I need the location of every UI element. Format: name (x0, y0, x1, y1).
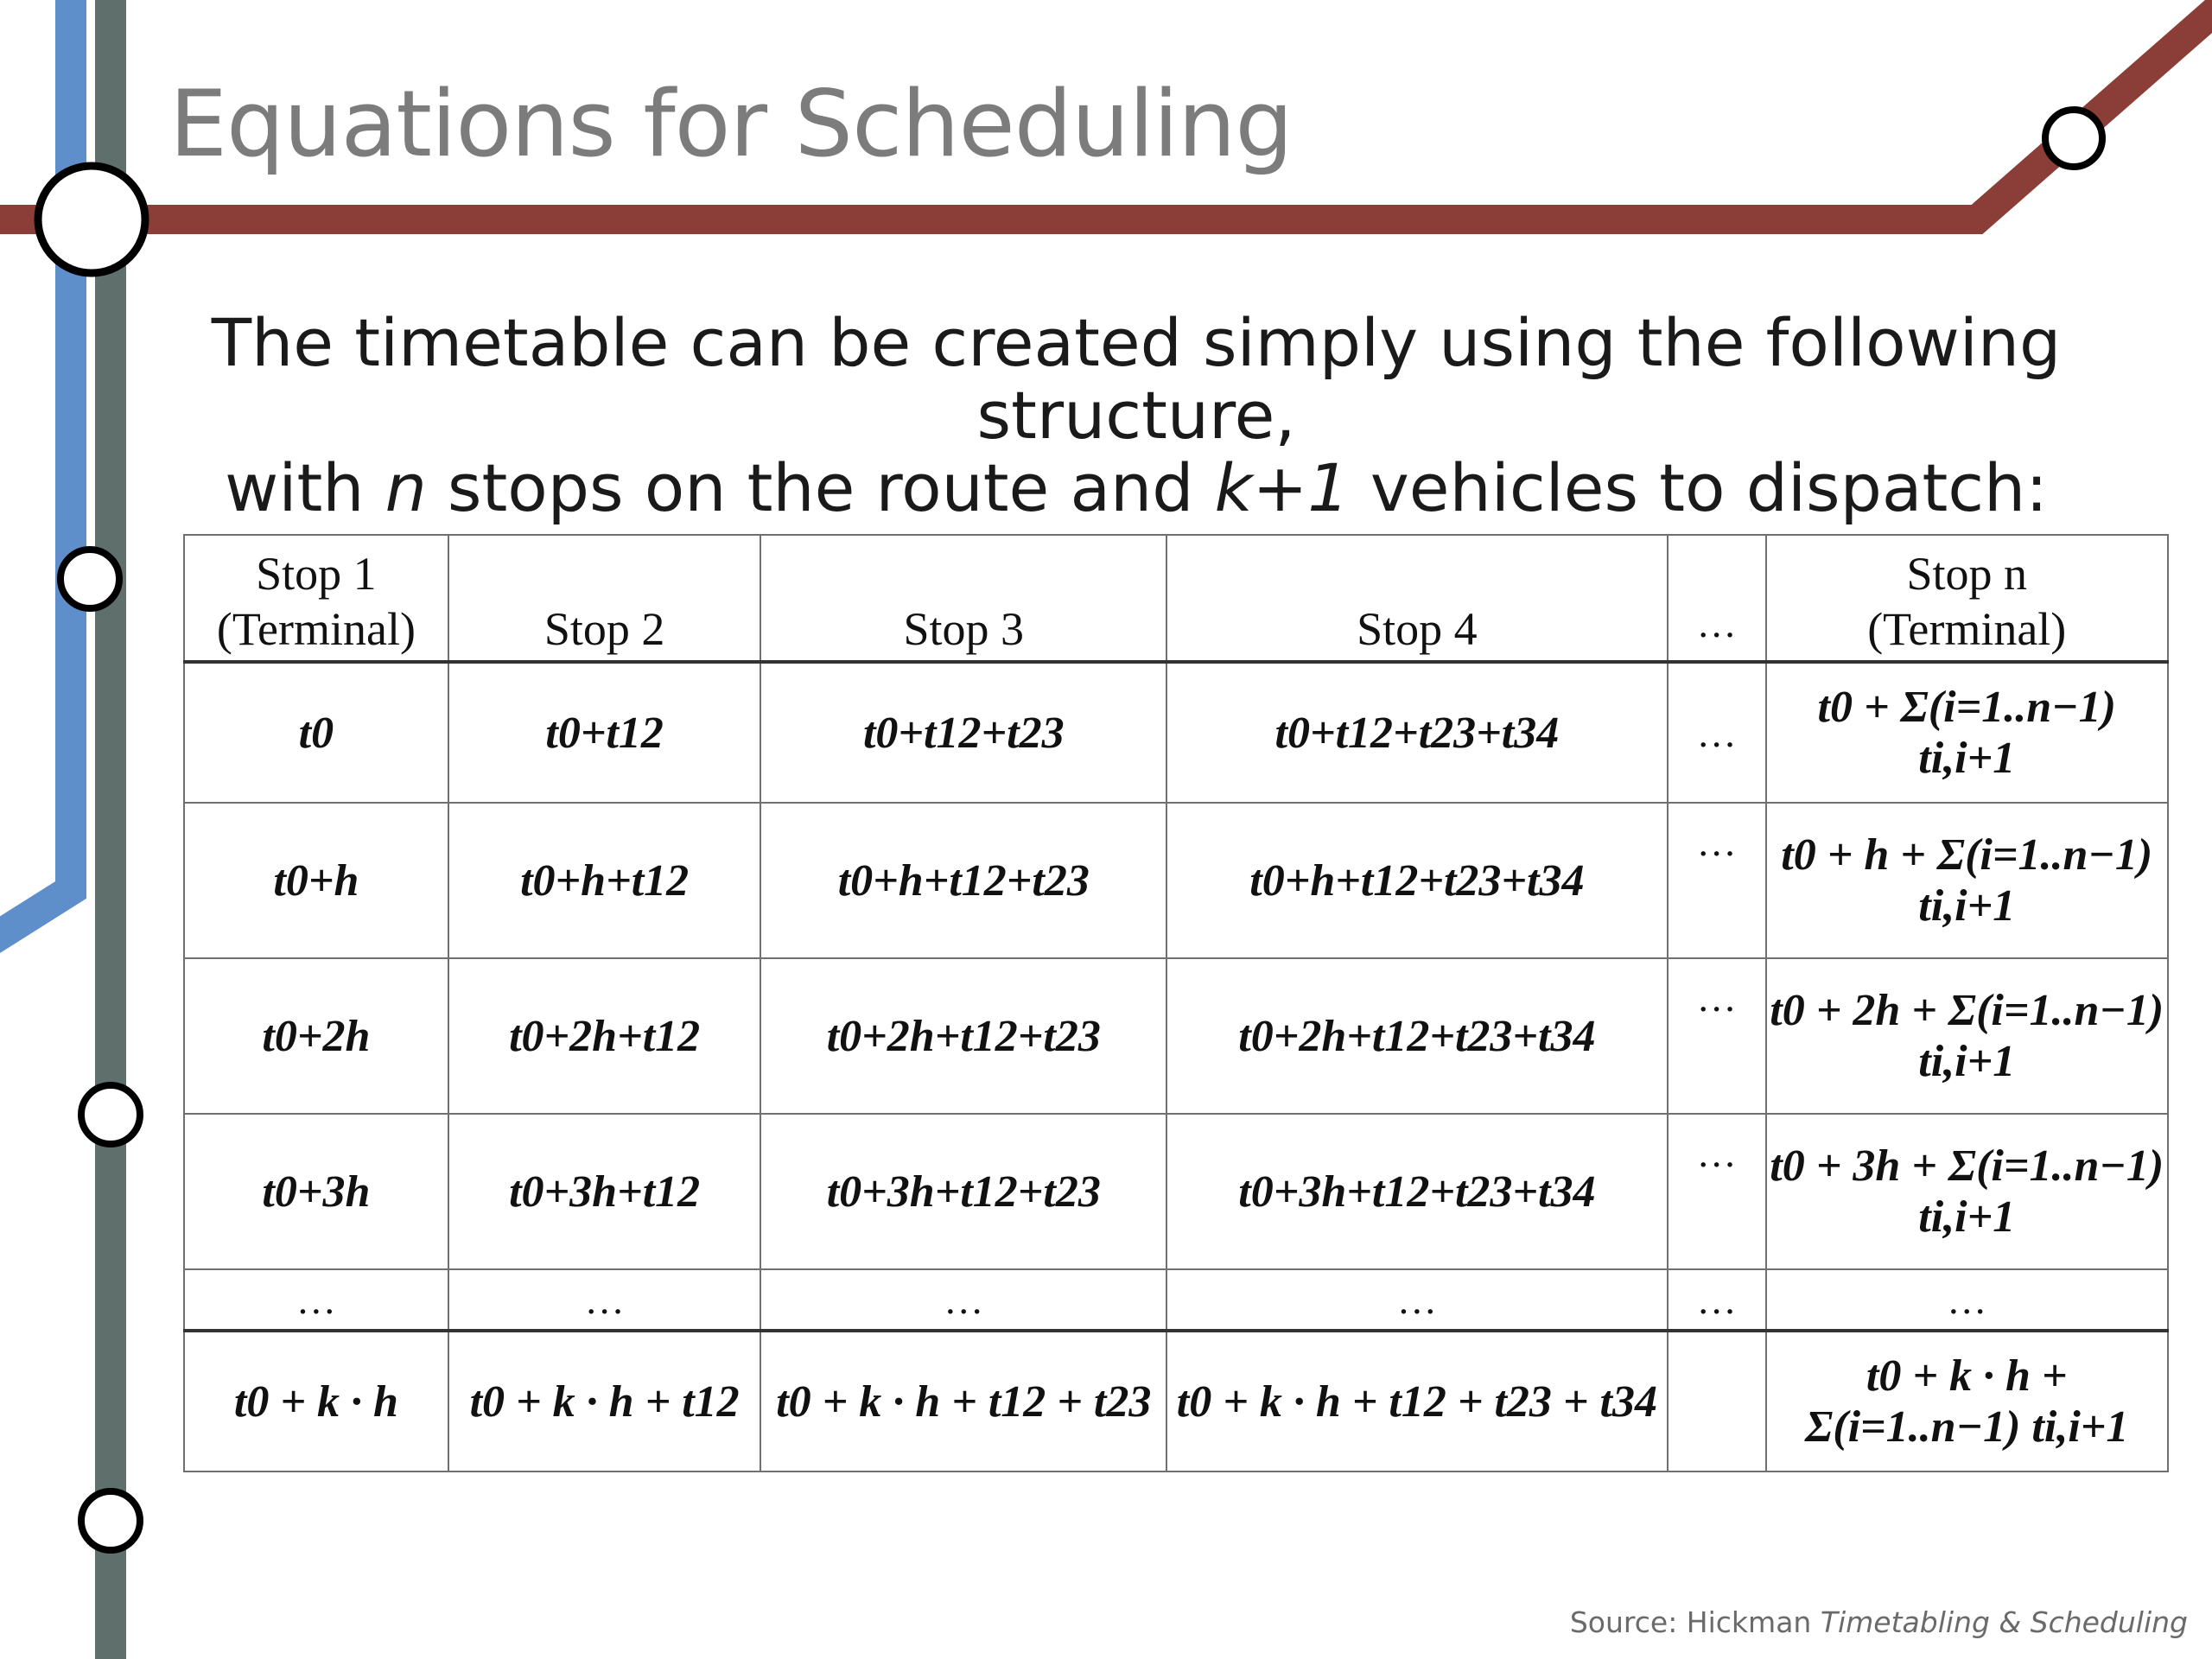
header-stop-4 (1166, 535, 1668, 662)
table-cell: t0+h+t12+t23+t34 (1166, 803, 1668, 958)
table-cell: t0+h+t12+t23 (760, 803, 1166, 958)
station-circle-main (38, 166, 145, 273)
table-cell: t0+h+t12 (448, 803, 761, 958)
table-cell: t0 + k · h (184, 1331, 448, 1471)
header-line: … (1696, 601, 1737, 645)
table-cell: t0+3h (184, 1114, 448, 1269)
table-cell-ellipsis: … (1166, 1269, 1668, 1331)
table-cell: t0+2h (184, 958, 448, 1114)
header-stop-1 (184, 535, 448, 662)
table-cell: t0+3h+t12+t23 (760, 1114, 1166, 1269)
table-row-last (184, 1331, 2168, 1471)
table-cell: t0+3h+t12+t23+t34 (1166, 1114, 1668, 1269)
table-cell: t0 + 3h + Σ(i=1..n−1) ti,i+1 (1766, 1114, 2169, 1269)
table-cell: t0 + k · h + t12 + t23 (760, 1331, 1166, 1471)
intro-text-part: with (225, 449, 385, 526)
table-cell-empty (1668, 1331, 1766, 1471)
table-cell: t0+t12+t23 (760, 662, 1166, 803)
table-cell-ellipsis: … (1668, 1269, 1766, 1331)
header-stop-n (1766, 535, 2169, 662)
table-cell: t0+h (184, 803, 448, 958)
header-row (184, 535, 2168, 662)
table-cell-ellipsis: … (760, 1269, 1166, 1331)
table-cell: t0 + 2h + Σ(i=1..n−1) ti,i+1 (1766, 958, 2169, 1114)
source-title: Timetabling & Scheduling (1820, 1605, 2188, 1639)
intro-n-variable: n (385, 449, 427, 526)
table-cell-ellipsis: … (448, 1269, 761, 1331)
table-cell: t0 + k · h + Σ(i=1..n−1) ti,i+1 (1766, 1331, 2169, 1471)
table-cell: t0 (184, 662, 448, 803)
header-ellipsis (1668, 535, 1766, 662)
header-line: (Terminal) (216, 603, 416, 655)
table-cell-ellipsis: … (1766, 1269, 2169, 1331)
table-cell: t0 + k · h + t12 (448, 1331, 761, 1471)
intro-line-2 (225, 449, 2048, 526)
intro-k-variable: k+1 (1214, 449, 1350, 526)
table-cell: t0 + h + Σ(i=1..n−1) ti,i+1 (1766, 803, 2169, 958)
station-circle-gray-2 (81, 1491, 140, 1550)
station-circle-top-right (2045, 110, 2102, 167)
table-cell-ellipsis: … (1668, 662, 1766, 803)
table-cell: t0+t12+t23+t34 (1166, 662, 1668, 803)
table-cell: t0+2h+t12+t23 (760, 958, 1166, 1114)
intro-text-part: vehicles to dispatch: (1349, 449, 2048, 526)
table-row (184, 803, 2168, 958)
blue-route-line (0, 0, 71, 940)
header-line: Stop 1 (256, 548, 377, 600)
timetable-structure (183, 534, 2169, 1472)
source-prefix: Source: Hickman (1569, 1605, 1821, 1639)
intro-text (130, 304, 2143, 526)
header-line: (Terminal) (1867, 603, 2067, 655)
slide-title: Equations for Scheduling (169, 71, 1293, 177)
header-line: Stop 3 (903, 603, 1025, 655)
table-cell: t0+2h+t12 (448, 958, 761, 1114)
source-citation (1570, 1605, 2188, 1639)
intro-line-1: The timetable can be created simply using the following structure, (211, 304, 2062, 454)
station-circle-blue (60, 550, 119, 608)
header-stop-3 (760, 535, 1166, 662)
table-cell: t0 + k · h + t12 + t23 + t34 (1166, 1331, 1668, 1471)
table-row-ellipsis (184, 1269, 2168, 1331)
header-line: Stop 4 (1357, 603, 1478, 655)
table-row (184, 1114, 2168, 1269)
table-cell-ellipsis: … (184, 1269, 448, 1331)
table-cell: t0+t12 (448, 662, 761, 803)
table-cell: t0 + Σ(i=1..n−1) ti,i+1 (1766, 662, 2169, 803)
table-cell: t0+3h+t12 (448, 1114, 761, 1269)
table-cell-ellipsis: … (1668, 958, 1766, 1114)
intro-text-part: stops on the route and (426, 449, 1215, 526)
table-cell-ellipsis: … (1668, 1114, 1766, 1269)
table-cell: t0+2h+t12+t23+t34 (1166, 958, 1668, 1114)
header-stop-2 (448, 535, 761, 662)
station-circle-gray-1 (81, 1085, 140, 1144)
table-cell-ellipsis: … (1668, 803, 1766, 958)
table-row (184, 958, 2168, 1114)
table-row (184, 662, 2168, 803)
header-line: Stop n (1906, 548, 2028, 600)
header-line: Stop 2 (543, 603, 665, 655)
